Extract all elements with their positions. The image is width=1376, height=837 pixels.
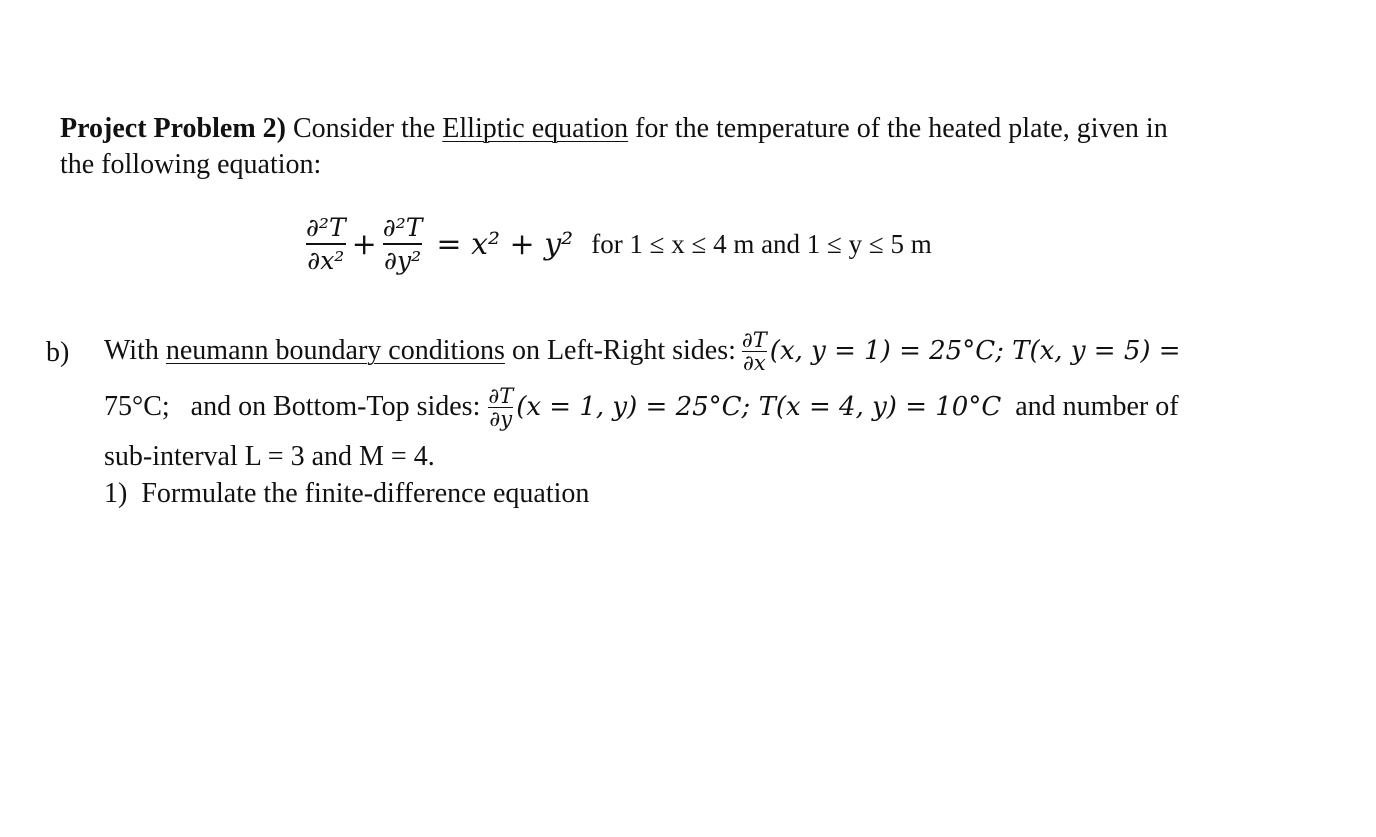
main-equation	[306, 206, 932, 282]
number-of-text: and number of	[1015, 391, 1179, 422]
problem-statement-line2: the following equation:	[60, 149, 322, 180]
equation-fraction-y-numerator: ∂²T	[382, 213, 423, 242]
left-right-sides-text: on Left-Right sides:	[511, 335, 736, 366]
part-b-line2	[104, 376, 1179, 438]
problem-statement-line1	[60, 112, 1168, 146]
part-b-line3: sub-interval L = 3 and M = 4.	[104, 441, 435, 472]
intro-text-continued: for the temperature of the heated plate, given in	[628, 113, 1168, 144]
bottom-top-sides-text: 75°C; and on Bottom-Top sides:	[104, 391, 481, 422]
part-b-label: b)	[46, 337, 70, 368]
equation-domain: for 1 ≤ x ≤ 4 m and 1 ≤ y ≤ 5 m	[591, 228, 932, 259]
equation-fraction-x-numerator: ∂²T	[306, 213, 346, 242]
equation-fraction-x-denominator: ∂x²	[307, 246, 345, 275]
bc-left-right-values: (x, y = 1) = 25°C; T(x, y = 5) =	[769, 336, 1181, 366]
equation-fraction-y-denominator: ∂y²	[384, 246, 422, 275]
elliptic-equation-term: Elliptic equation	[442, 113, 629, 144]
part-b-line1	[104, 320, 1181, 382]
bc-left-derivative-fraction	[742, 329, 767, 374]
equation-plus: +	[351, 226, 377, 262]
intro-text: Consider the	[285, 113, 443, 144]
bc-bottom-derivative-fraction	[488, 385, 513, 430]
equation-fraction-x	[306, 212, 346, 276]
problem-heading: Project Problem 2)	[60, 113, 286, 144]
equation-fraction-y	[383, 212, 423, 276]
part-b-intro: With	[104, 335, 159, 366]
task-1: 1) Formulate the finite-difference equation	[104, 478, 590, 509]
bc-bottom-derivative-numerator: ∂T	[488, 383, 514, 408]
bc-left-derivative-numerator: ∂T	[741, 327, 767, 352]
bc-left-derivative-denominator: ∂x	[743, 350, 766, 375]
bc-bottom-top-values: (x = 1, y) = 25°C; T(x = 4, y) = 10°C	[516, 392, 1002, 422]
neumann-boundary-term: neumann boundary conditions	[165, 335, 505, 366]
bc-bottom-derivative-denominator: ∂y	[489, 406, 513, 431]
equation-right-side: = x² + y²	[436, 226, 574, 262]
